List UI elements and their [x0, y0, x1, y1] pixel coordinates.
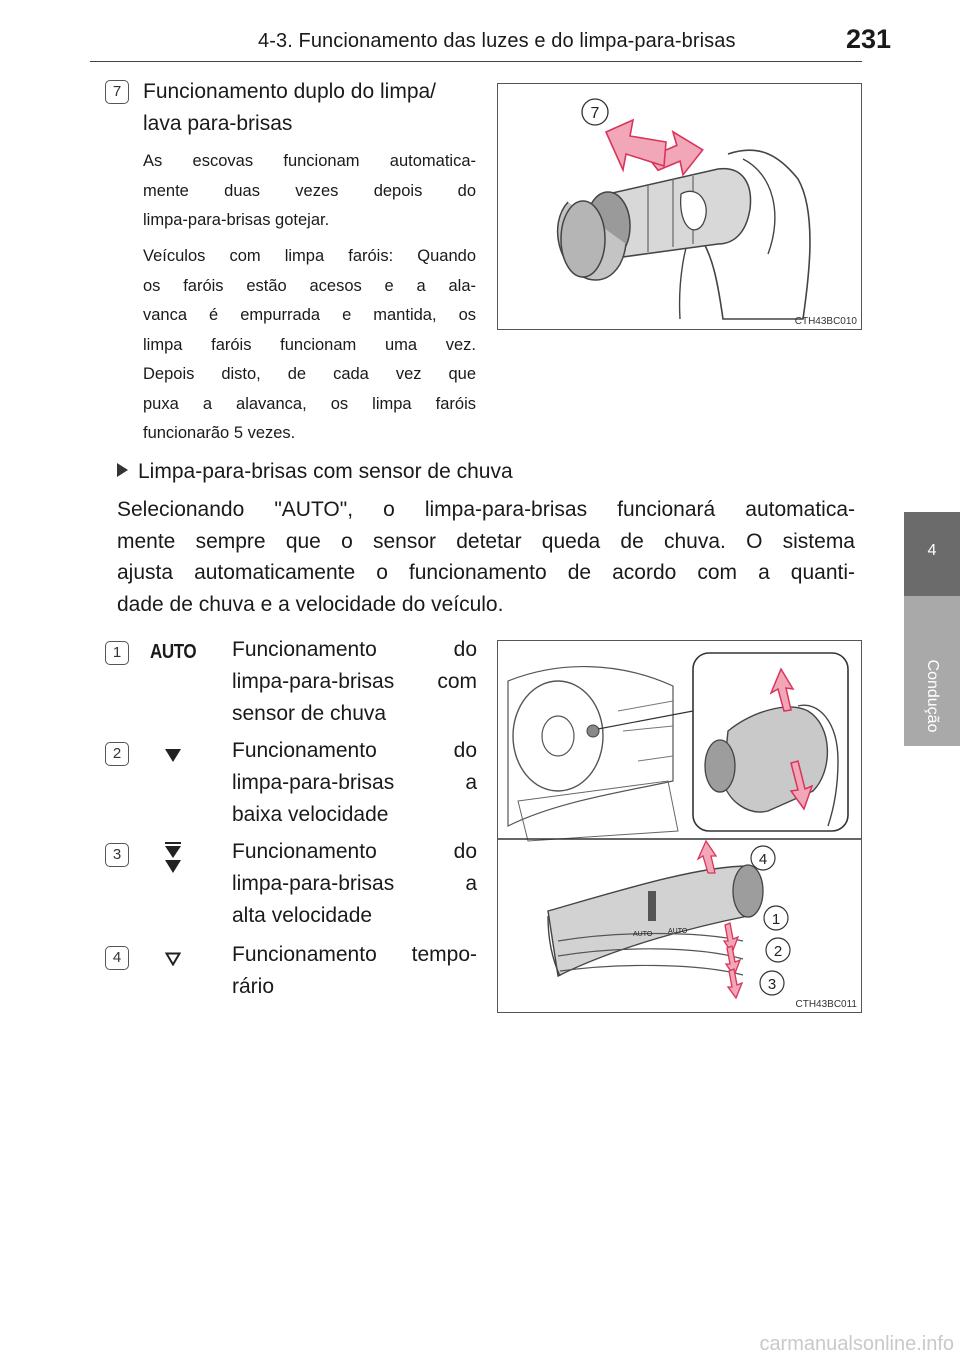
item-badge-1: 1	[105, 641, 129, 665]
low-speed-symbol-icon	[164, 747, 182, 768]
item-line: Funcionamento do	[232, 840, 477, 863]
item7-paragraph-2	[143, 242, 476, 449]
figure-rain-sensor-lever	[497, 640, 862, 1013]
figure2-callout-1: 1	[771, 911, 781, 928]
body-line: mente sempre que o sensor detetar queda de chuva. O sistema	[117, 529, 855, 553]
auto-symbol: AUTO	[150, 641, 197, 663]
item-line: limpa-para-brisas a	[232, 872, 477, 895]
item-badge-2: 2	[105, 742, 129, 766]
figure2-callout-2: 2	[773, 943, 783, 960]
position-4-description	[232, 939, 477, 1003]
para-line: limpa-para-brisas gotejar.	[143, 211, 330, 229]
rain-sensor-heading	[117, 456, 617, 488]
para-line: funcionarão 5 vezes.	[143, 424, 296, 442]
figure1-callout: 7	[590, 105, 600, 122]
item-line: rário	[232, 975, 275, 998]
item7-title-line: lava para-brisas	[143, 112, 293, 135]
body-line: dade de chuva e a velocidade do veículo.	[117, 592, 504, 616]
header-divider	[90, 61, 862, 62]
item-line: Funcionamento do	[232, 638, 477, 661]
item-line: limpa-para-brisas a	[232, 771, 477, 794]
lever-label: AUTO	[633, 931, 653, 938]
body-line: Selecionando "AUTO", o limpa-para-brisas funcionará automatica-	[117, 498, 855, 521]
item-line: Funcionamento do	[232, 739, 477, 762]
chapter-tab	[904, 512, 960, 596]
body-line: ajusta automaticamente o funcionamento de acordo com a quanti-	[117, 561, 855, 584]
para-line: puxa a alavanca, os limpa faróis	[143, 394, 476, 413]
item7-title	[143, 76, 478, 140]
para-line: As escovas funcionam automatica-	[143, 152, 476, 170]
bullet-arrow-icon	[117, 463, 128, 477]
watermark: carmanualsonline.info	[759, 1333, 954, 1355]
rain-sensor-lever-illustration	[498, 641, 861, 1012]
item-badge-3: 3	[105, 843, 129, 867]
figure2-callout-4: 4	[758, 851, 768, 868]
high-speed-symbol-icon	[164, 842, 182, 881]
item7-title-line: Funcionamento duplo do limpa/	[143, 80, 437, 103]
item-line: limpa-para-brisas com	[232, 670, 477, 693]
position-2-description	[232, 735, 477, 831]
item-badge-4: 4	[105, 946, 129, 970]
figure-code: CTH43BC010	[794, 316, 857, 327]
item-line: baixa velocidade	[232, 803, 389, 826]
figure2-callout-3: 3	[767, 976, 777, 993]
page-number: 231	[846, 24, 892, 54]
lever-label: AUTO	[668, 928, 688, 935]
chapter-number: 4	[927, 542, 937, 559]
para-line: os faróis estão acesos e a ala-	[143, 276, 476, 295]
chapter-label-tab	[904, 596, 960, 746]
para-line: Veículos com limpa faróis: Quando	[143, 247, 476, 265]
para-line: Depois disto, de cada vez que	[143, 365, 476, 383]
temporary-symbol-icon	[165, 952, 181, 971]
item7-paragraph-1	[143, 147, 476, 236]
rain-sensor-body	[117, 494, 855, 620]
item-badge-7: 7	[105, 80, 129, 104]
position-1-description	[232, 634, 477, 730]
item-line: Funcionamento tempo-	[232, 943, 477, 966]
figure-wiper-lever-pull	[497, 83, 862, 330]
rain-sensor-heading-text: Limpa-para-brisas com sensor de chuva	[138, 460, 513, 483]
figure-code: CTH43BC011	[795, 999, 857, 1010]
item-line: alta velocidade	[232, 904, 373, 927]
section-title: 4-3. Funcionamento das luzes e do limpa-para-brisas	[258, 30, 736, 52]
para-line: limpa faróis funcionam uma vez.	[143, 335, 476, 354]
chapter-label: Condução	[924, 659, 941, 733]
wiper-lever-illustration	[498, 84, 861, 329]
position-3-description	[232, 836, 477, 932]
para-line: vanca é empurrada e mantida, os	[143, 306, 476, 324]
item-line: sensor de chuva	[232, 702, 387, 725]
para-line: mente duas vezes depois do	[143, 181, 476, 200]
